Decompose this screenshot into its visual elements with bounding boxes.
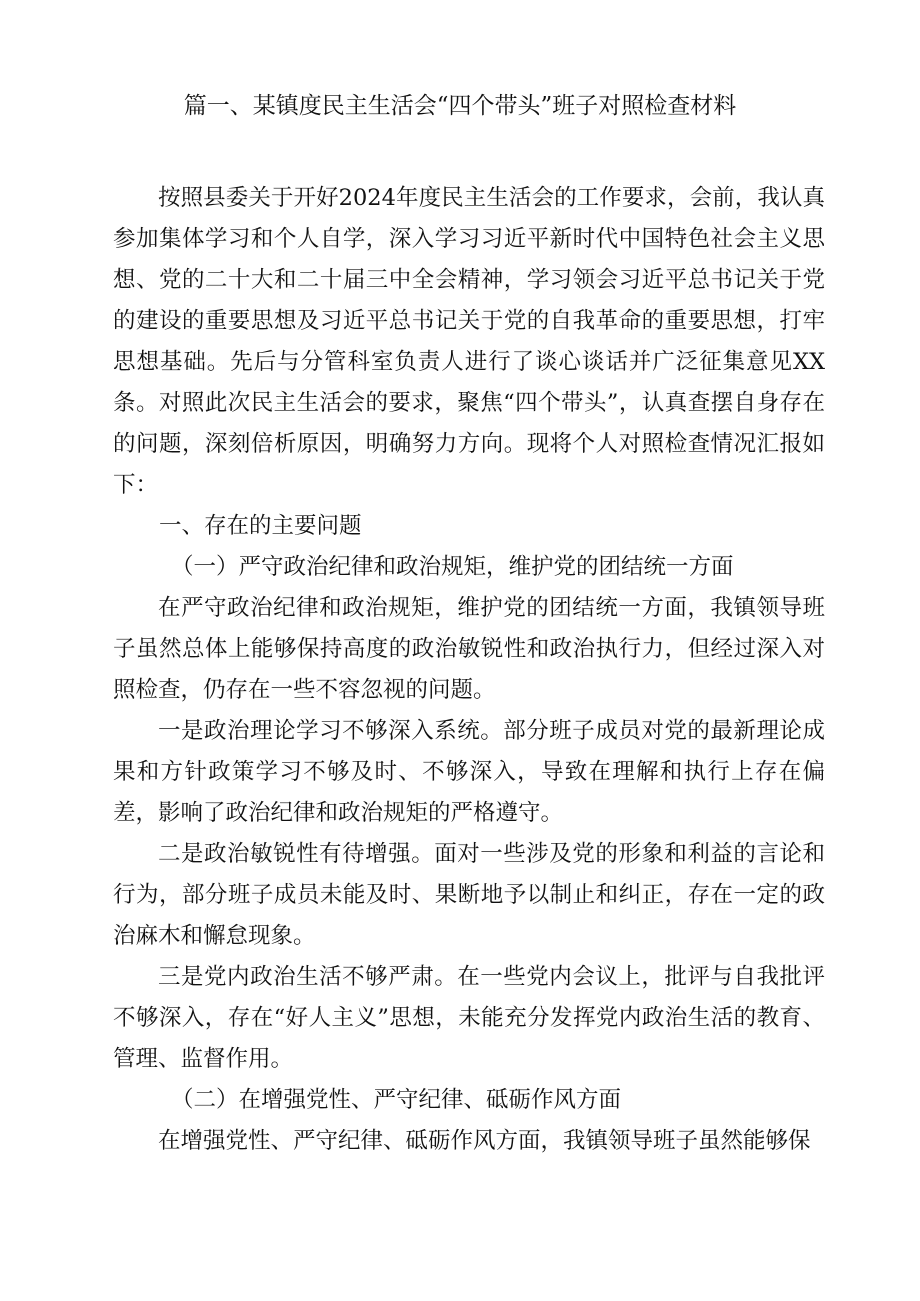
subsection-heading-party-spirit: （二）在增强党性、严守纪律、砥砺作风方面: [171, 1087, 622, 1113]
document-body: [113, 178, 825, 1162]
body-paragraph: 三是党内政治生活不够严肃。在一些党内会议上，批评与自我批评不够深入，存在“好人主义”思想，未能充分发挥党内政治生活的教育、管理、监督作用。: [113, 964, 825, 1072]
document-title: 篇一、某镇度民主生活会“四个带头”班子对照检查材料: [183, 93, 737, 119]
body-paragraph: 在增强党性、严守纪律、砥砺作风方面，我镇领导班子虽然能够保: [158, 1128, 811, 1154]
body-paragraph: 一是政治理论学习不够深入系统。部分班子成员对党的最新理论成果和方针政策学习不够及时、不够深入，导致在理解和执行上存在偏差，影响了政治纪律和政治规矩的严格遵守。: [113, 718, 825, 826]
body-paragraph: 二是政治敏锐性有待增强。面对一些涉及党的形象和利益的言论和行为，部分班子成员未能及时、果断地予以制止和纠正，存在一定的政治麻木和懈怠现象。: [113, 841, 825, 949]
intro-paragraph: 按照县委关于开好2024年度民主生活会的工作要求，会前，我认真参加集体学习和个人自学，深入学习习近平新时代中国特色社会主义思想、党的二十大和二十届三中全会精神，学习领会习近平总书记关于党的建设的重要思想及习近平总书记关于党的自我革命的重要思想，打牢思想基础。先后与分管科室负责人进行了谈心谈话并广泛征集意见XX条。对照此次民主生活会的要求，聚焦“四个带头”，认真查摆自身存在的问题，深刻倍析原因，明确努力方向。现将个人对照检查情况汇报如下：: [113, 185, 825, 498]
section-heading-problems: 一、存在的主要问题: [159, 513, 362, 539]
body-paragraph: 在严守政治纪律和政治规矩，维护党的团结统一方面，我镇领导班子虽然总体上能够保持高度的政治敏锐性和政治执行力，但经过深入对照检查，仍存在一些不容忽视的问题。: [113, 595, 825, 703]
subsection-heading-political-discipline: （一）严守政治纪律和政治规矩，维护党的团结统一方面: [171, 554, 734, 580]
